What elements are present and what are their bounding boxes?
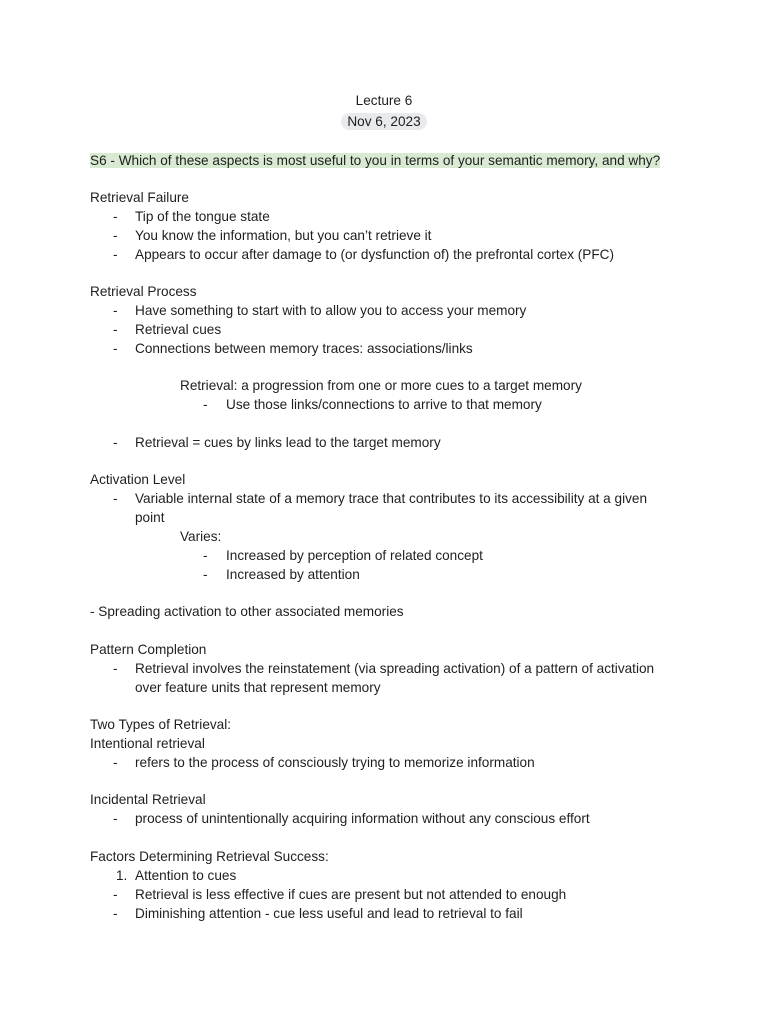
list-item: You know the information, but you can’t retrieve it bbox=[135, 228, 432, 243]
bullet-dash: - bbox=[113, 303, 118, 318]
numbered-marker: 1. bbox=[116, 868, 128, 883]
highlighted-prompt: S6 - Which of these aspects is most useful to you in terms of your semantic memory, and why? bbox=[90, 153, 661, 168]
prompt-line bbox=[90, 151, 660, 170]
varies-label: Varies: bbox=[180, 529, 222, 544]
bullet-dash: - bbox=[113, 491, 118, 506]
incidental-retrieval-heading: Incidental Retrieval bbox=[90, 792, 206, 807]
list-item: Retrieval is less effective if cues are present but not attended to enough bbox=[135, 887, 567, 902]
bullet-dash: - bbox=[113, 322, 118, 337]
two-types-heading: Two Types of Retrieval: bbox=[90, 717, 232, 732]
list-item: Retrieval involves the reinstatement (via spreading activation) of a pattern of activation bbox=[135, 661, 655, 676]
list-item: Increased by attention bbox=[226, 567, 360, 582]
bullet-dash: - bbox=[113, 228, 118, 243]
list-item: Tip of the tongue state bbox=[135, 209, 270, 224]
numbered-item: Attention to cues bbox=[135, 868, 237, 883]
bullet-dash: - bbox=[113, 887, 118, 902]
retrieval-process-heading: Retrieval Process bbox=[90, 284, 197, 299]
bullet-dash: - bbox=[113, 341, 118, 356]
date-chip[interactable]: Nov 6, 2023 bbox=[341, 113, 426, 130]
intentional-retrieval-heading: Intentional retrieval bbox=[90, 736, 205, 751]
list-item: Have something to start with to allow you to access your memory bbox=[135, 303, 527, 318]
list-item: Connections between memory traces: associations/links bbox=[135, 341, 473, 356]
bullet-dash: - bbox=[203, 567, 208, 582]
retrieval-failure-heading: Retrieval Failure bbox=[90, 190, 189, 205]
bullet-dash: - bbox=[113, 906, 118, 921]
list-item-continuation: point bbox=[135, 510, 165, 525]
date-line bbox=[0, 112, 768, 131]
list-item: Appears to occur after damage to (or dysfunction of) the prefrontal cortex (PFC) bbox=[135, 247, 615, 262]
bullet-dash: - bbox=[113, 247, 118, 262]
list-item: process of unintentionally acquiring information without any conscious effort bbox=[135, 811, 590, 826]
list-item: Variable internal state of a memory trace that contributes to its accessibility at a given bbox=[135, 491, 648, 506]
factors-heading: Factors Determining Retrieval Success: bbox=[90, 849, 329, 864]
list-item: Use those links/connections to arrive to that memory bbox=[226, 397, 542, 412]
spreading-activation-line: - Spreading activation to other associated memories bbox=[90, 604, 404, 619]
lecture-title: Lecture 6 bbox=[355, 93, 413, 108]
bullet-dash: - bbox=[113, 811, 118, 826]
list-item: Increased by perception of related concept bbox=[226, 548, 483, 563]
retrieval-definition: Retrieval: a progression from one or more cues to a target memory bbox=[180, 378, 582, 393]
list-item: Retrieval = cues by links lead to the target memory bbox=[135, 435, 441, 450]
bullet-dash: - bbox=[113, 209, 118, 224]
list-item-continuation: over feature units that represent memory bbox=[135, 680, 381, 695]
list-item: Diminishing attention - cue less useful and lead to retrieval to fail bbox=[135, 906, 523, 921]
pattern-completion-heading: Pattern Completion bbox=[90, 642, 207, 657]
list-item: refers to the process of consciously trying to memorize information bbox=[135, 755, 535, 770]
bullet-dash: - bbox=[203, 548, 208, 563]
bullet-dash: - bbox=[113, 661, 118, 676]
activation-level-heading: Activation Level bbox=[90, 472, 186, 487]
bullet-dash: - bbox=[203, 397, 208, 412]
bullet-dash: - bbox=[113, 435, 118, 450]
bullet-dash: - bbox=[113, 755, 118, 770]
list-item: Retrieval cues bbox=[135, 322, 222, 337]
